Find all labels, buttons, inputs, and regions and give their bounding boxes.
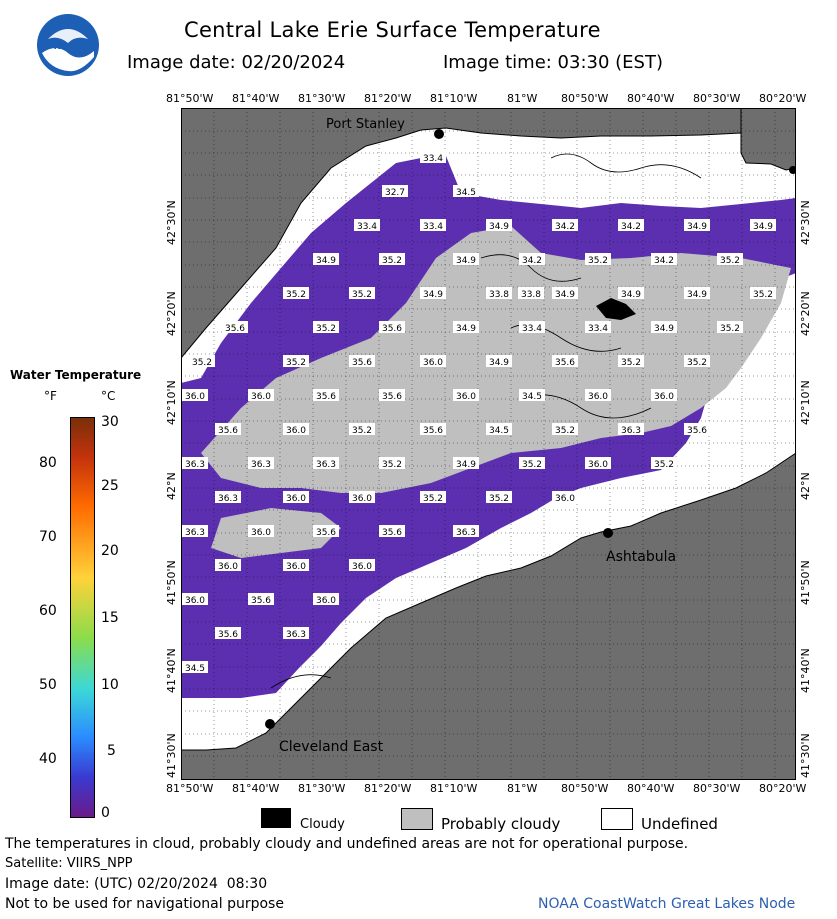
temperature-label (552, 423, 578, 436)
temperature-label (684, 219, 710, 232)
temperature-label (618, 423, 644, 436)
temperature-label-text: 36.0 (455, 392, 477, 402)
lat-tick-right: 42°10'N (799, 380, 812, 425)
lat-tick-left: 42°10'N (165, 380, 178, 425)
temperature-label-text: 35.2 (488, 494, 510, 504)
lat-tick-left: 41°30'N (165, 733, 178, 778)
temperature-label (453, 525, 479, 538)
temperature-label-text: 36.3 (217, 494, 239, 504)
temperature-label-text: 35.6 (250, 596, 272, 606)
temperature-label-text: 35.2 (422, 494, 444, 504)
temperature-label (222, 321, 248, 334)
lon-tick-bottom: 80°30'W (693, 782, 741, 795)
legend-f-tick: 40 (39, 751, 57, 767)
temperature-label (618, 219, 644, 232)
temperature-label (750, 219, 776, 232)
temperature-label-text: 34.2 (521, 256, 543, 266)
temperature-label-text: 36.0 (217, 562, 239, 572)
lon-tick-top: 81°40'W (232, 92, 280, 105)
temperature-label-text: 34.9 (686, 290, 708, 300)
legend-c-tick: 5 (107, 743, 116, 759)
temperature-label-text: 33.4 (422, 222, 444, 232)
temperature-label (453, 253, 479, 266)
undefined-label: Undefined (641, 815, 718, 833)
temperature-label (313, 457, 339, 470)
temperature-label (750, 287, 776, 300)
temperature-label-text: 35.2 (719, 256, 741, 266)
temperature-labels (181, 108, 796, 780)
noaa-logo (36, 13, 100, 77)
temperature-label-text: 36.3 (184, 528, 206, 538)
temperature-label-text: 34.9 (422, 290, 444, 300)
temperature-label (453, 389, 479, 402)
temperature-label (651, 457, 677, 470)
temperature-label (420, 491, 446, 504)
temperature-label (182, 457, 208, 470)
temperature-label (684, 287, 710, 300)
temperature-label (313, 389, 339, 402)
temperature-label (182, 593, 208, 606)
lon-tick-bottom: 81°30'W (298, 782, 346, 795)
lat-tick-right: 41°50'N (799, 560, 812, 605)
lat-tick-left: 42°20'N (165, 291, 178, 336)
temperature-label-text: 34.9 (455, 256, 477, 266)
temperature-label (651, 253, 677, 266)
temperature-label (349, 491, 375, 504)
lon-tick-top: 80°20'W (759, 92, 807, 105)
cloudy-swatch (261, 808, 291, 828)
temperature-label-text: 35.6 (224, 324, 246, 334)
ashtabula-label: Ashtabula (606, 549, 677, 565)
temperature-label-text: 36.0 (351, 494, 373, 504)
temperature-label-text: 36.0 (315, 596, 337, 606)
temperature-label (453, 185, 479, 198)
temperature-label (349, 423, 375, 436)
temperature-label-text: 35.6 (381, 392, 403, 402)
temperature-label-text: 34.9 (752, 222, 774, 232)
temperature-label (717, 321, 743, 334)
logo-text: NOAA (53, 42, 83, 52)
temperature-label-text: 34.9 (488, 222, 510, 232)
noaa-credit: NOAA CoastWatch Great Lakes Node (538, 896, 796, 912)
temperature-label-text: 36.0 (422, 358, 444, 368)
temperature-label (349, 355, 375, 368)
temperature-label-text: 35.2 (285, 358, 307, 368)
legend-f-tick: 70 (39, 529, 57, 545)
temperature-label (283, 423, 309, 436)
temperature-label-text: 36.3 (315, 460, 337, 470)
temperature-label (486, 219, 512, 232)
temperature-label (618, 355, 644, 368)
lat-tick-left: 41°50'N (165, 560, 178, 605)
temperature-label-text: 36.0 (285, 494, 307, 504)
temperature-label-text: 36.0 (285, 562, 307, 572)
temperature-label-text: 35.6 (422, 426, 444, 436)
temperature-label (486, 423, 512, 436)
temperature-label (552, 355, 578, 368)
temperature-label (215, 559, 241, 572)
temperature-label (420, 423, 446, 436)
lon-tick-bottom: 80°40'W (627, 782, 675, 795)
temperature-label (182, 661, 208, 674)
temperature-label (585, 321, 611, 334)
navigation-disclaimer: Not to be used for navigational purpose (5, 896, 284, 912)
lat-tick-right: 41°40'N (799, 648, 812, 693)
temperature-label (486, 287, 512, 300)
temperature-label (453, 457, 479, 470)
temperature-label (585, 457, 611, 470)
legend-f-tick: 80 (39, 455, 57, 471)
temperature-label (717, 253, 743, 266)
temperature-label (453, 321, 479, 334)
temperature-label (651, 321, 677, 334)
temperature-label-text: 35.2 (653, 460, 675, 470)
temperature-label (313, 525, 339, 538)
temperature-label-text: 34.9 (455, 460, 477, 470)
temperature-label (486, 355, 512, 368)
color-bar (70, 417, 95, 818)
temperature-label (379, 321, 405, 334)
temperature-label-text: 36.0 (587, 460, 609, 470)
lon-tick-bottom: 81°20'W (364, 782, 412, 795)
temperature-label-text: 36.3 (250, 460, 272, 470)
temperature-label-text: 35.2 (351, 426, 373, 436)
temperature-label-text: 35.2 (620, 358, 642, 368)
temperature-label (420, 287, 446, 300)
lat-tick-right: 42°20'N (799, 291, 812, 336)
cloudy-label: Cloudy (300, 817, 345, 832)
temperature-label-text: 34.9 (554, 290, 576, 300)
temperature-label (618, 287, 644, 300)
temperature-label-text: 34.9 (653, 324, 675, 334)
temperature-label (215, 491, 241, 504)
temperature-label-text: 35.2 (719, 324, 741, 334)
temperature-label (283, 559, 309, 572)
temperature-label (651, 389, 677, 402)
temperature-label (349, 287, 375, 300)
temperature-label (552, 287, 578, 300)
temperature-label (420, 151, 446, 164)
disclaimer-text: The temperatures in cloud, probably cloudy and undefined areas are not for operational purpose. (5, 836, 689, 852)
temperature-label (420, 355, 446, 368)
temperature-label-text: 33.4 (356, 222, 378, 232)
temperature-label (248, 457, 274, 470)
image-time: Image time: 03:30 (EST) (443, 52, 663, 73)
temperature-label (283, 627, 309, 640)
temperature-label-text: 34.2 (620, 222, 642, 232)
temperature-label-text: 35.2 (315, 324, 337, 334)
temperature-label (189, 355, 215, 368)
lat-tick-left: 41°40'N (165, 648, 178, 693)
temperature-label-text: 36.0 (587, 392, 609, 402)
temperature-label-text: 34.9 (488, 358, 510, 368)
probably-cloudy-swatch (401, 808, 433, 830)
temperature-label (248, 593, 274, 606)
temperature-label-text: 34.9 (620, 290, 642, 300)
temperature-label (519, 457, 545, 470)
temperature-label (486, 491, 512, 504)
temperature-map (181, 108, 796, 780)
temperature-label (313, 253, 339, 266)
temperature-label (585, 389, 611, 402)
temperature-label-text: 35.2 (587, 256, 609, 266)
temperature-label (215, 627, 241, 640)
image-date: Image date: 02/20/2024 (127, 52, 346, 73)
temperature-label (379, 525, 405, 538)
satellite-text: Satellite: VIIRS_NPP (5, 856, 133, 871)
temperature-label-text: 33.8 (520, 290, 542, 300)
temperature-label-text: 36.0 (250, 528, 272, 538)
temperature-label (379, 457, 405, 470)
temperature-label (283, 355, 309, 368)
temperature-label-text: 36.0 (285, 426, 307, 436)
temperature-label (684, 355, 710, 368)
lat-tick-right: 42°30'N (799, 200, 812, 245)
temperature-label (420, 219, 446, 232)
port-stanley-label: Port Stanley (326, 117, 405, 132)
legend-c-tick: 15 (101, 610, 119, 626)
temperature-label (283, 287, 309, 300)
lon-tick-bottom: 80°50'W (561, 782, 609, 795)
temperature-label-text: 34.9 (315, 256, 337, 266)
temperature-label-text: 35.6 (217, 426, 239, 436)
legend-c-tick: 10 (101, 677, 119, 693)
temperature-label-text: 35.6 (381, 528, 403, 538)
lon-tick-bottom: 81°50'W (166, 782, 214, 795)
legend-title: Water Temperature (10, 368, 142, 382)
temperature-label (379, 253, 405, 266)
temperature-label-text: 35.6 (381, 324, 403, 334)
temperature-label (313, 321, 339, 334)
legend-unit-c: °C (101, 389, 116, 403)
temperature-label (684, 423, 710, 436)
temperature-label-text: 36.0 (653, 392, 675, 402)
temperature-label (248, 389, 274, 402)
undefined-swatch (601, 808, 633, 830)
temperature-label (283, 491, 309, 504)
temperature-label-text: 34.9 (686, 222, 708, 232)
lat-tick-left: 42°N (165, 472, 178, 500)
temperature-label (313, 593, 339, 606)
legend-c-tick: 20 (101, 543, 119, 559)
temperature-label-text: 34.5 (455, 188, 477, 198)
lon-tick-bottom: 81°10'W (430, 782, 478, 795)
temperature-label-text: 35.2 (752, 290, 774, 300)
lon-tick-top: 81°10'W (430, 92, 478, 105)
temperature-label-text: 34.9 (455, 324, 477, 334)
temperature-label (379, 389, 405, 402)
lon-tick-bottom: 80°20'W (759, 782, 807, 795)
temperature-label-text: 33.4 (587, 324, 609, 334)
temperature-label (248, 525, 274, 538)
temperature-label (552, 491, 578, 504)
temperature-label-text: 36.0 (554, 494, 576, 504)
temperature-label-text: 34.2 (554, 222, 576, 232)
legend-c-tick: 30 (101, 414, 119, 430)
legend-c-tick: 25 (101, 478, 119, 494)
lon-tick-top: 81°30'W (298, 92, 346, 105)
lon-tick-bottom: 81°40'W (232, 782, 280, 795)
temperature-label-text: 35.6 (217, 630, 239, 640)
temperature-label-text: 35.2 (554, 426, 576, 436)
temperature-label-text: 34.5 (488, 426, 510, 436)
temperature-label-text: 35.6 (554, 358, 576, 368)
temperature-label-text: 32.7 (384, 188, 406, 198)
temperature-label (182, 525, 208, 538)
lon-tick-top: 80°30'W (693, 92, 741, 105)
temperature-label-text: 35.6 (315, 528, 337, 538)
temperature-label (349, 559, 375, 572)
temperature-label-text: 36.0 (250, 392, 272, 402)
lon-tick-top: 81°W (507, 92, 538, 105)
utc-date-text: Image date: (UTC) 02/20/2024 08:30 (5, 876, 268, 892)
legend-c-tick: 0 (101, 805, 110, 821)
temperature-label-text: 33.8 (488, 290, 510, 300)
temperature-label-text: 35.6 (351, 358, 373, 368)
temperature-label (215, 423, 241, 436)
lat-tick-right: 41°30'N (799, 733, 812, 778)
temperature-label (382, 185, 408, 198)
temperature-label-text: 35.2 (381, 256, 403, 266)
legend-unit-f: °F (44, 389, 57, 403)
temperature-label-text: 34.5 (184, 664, 206, 674)
legend-f-tick: 50 (39, 677, 57, 693)
lon-tick-top: 80°50'W (561, 92, 609, 105)
temperature-label-text: 35.2 (285, 290, 307, 300)
lat-tick-right: 42°N (799, 472, 812, 500)
temperature-label-text: 33.4 (422, 154, 444, 164)
probably-cloudy-label: Probably cloudy (441, 815, 561, 833)
temperature-label-text: 35.2 (351, 290, 373, 300)
temperature-label-text: 35.6 (315, 392, 337, 402)
temperature-label (354, 219, 380, 232)
temperature-label-text: 36.0 (184, 392, 206, 402)
lon-tick-bottom: 81°W (507, 782, 538, 795)
temperature-label-text: 36.3 (455, 528, 477, 538)
temperature-label (518, 287, 544, 300)
temperature-label-text: 35.2 (191, 358, 213, 368)
temperature-label (519, 253, 545, 266)
temperature-label-text: 36.3 (620, 426, 642, 436)
temperature-label-text: 36.0 (351, 562, 373, 572)
cleveland-east-label: Cleveland East (279, 739, 384, 755)
temperature-label-text: 36.0 (184, 596, 206, 606)
temperature-label-text: 35.2 (521, 460, 543, 470)
temperature-label (182, 389, 208, 402)
temperature-label (519, 389, 545, 402)
temperature-label-text: 35.6 (686, 426, 708, 436)
page-title: Central Lake Erie Surface Temperature (184, 18, 601, 42)
lon-tick-top: 81°20'W (364, 92, 412, 105)
temperature-label (552, 219, 578, 232)
lon-tick-top: 80°40'W (627, 92, 675, 105)
temperature-label-text: 34.5 (521, 392, 543, 402)
legend-f-tick: 60 (39, 603, 57, 619)
lat-tick-left: 42°30'N (165, 200, 178, 245)
temperature-label-text: 36.3 (285, 630, 307, 640)
temperature-label (519, 321, 545, 334)
temperature-label-text: 34.2 (653, 256, 675, 266)
temperature-label-text: 35.2 (381, 460, 403, 470)
temperature-label (585, 253, 611, 266)
temperature-label-text: 33.4 (521, 324, 543, 334)
temperature-label-text: 35.2 (686, 358, 708, 368)
temperature-label-text: 36.3 (184, 460, 206, 470)
lon-tick-top: 81°50'W (166, 92, 214, 105)
